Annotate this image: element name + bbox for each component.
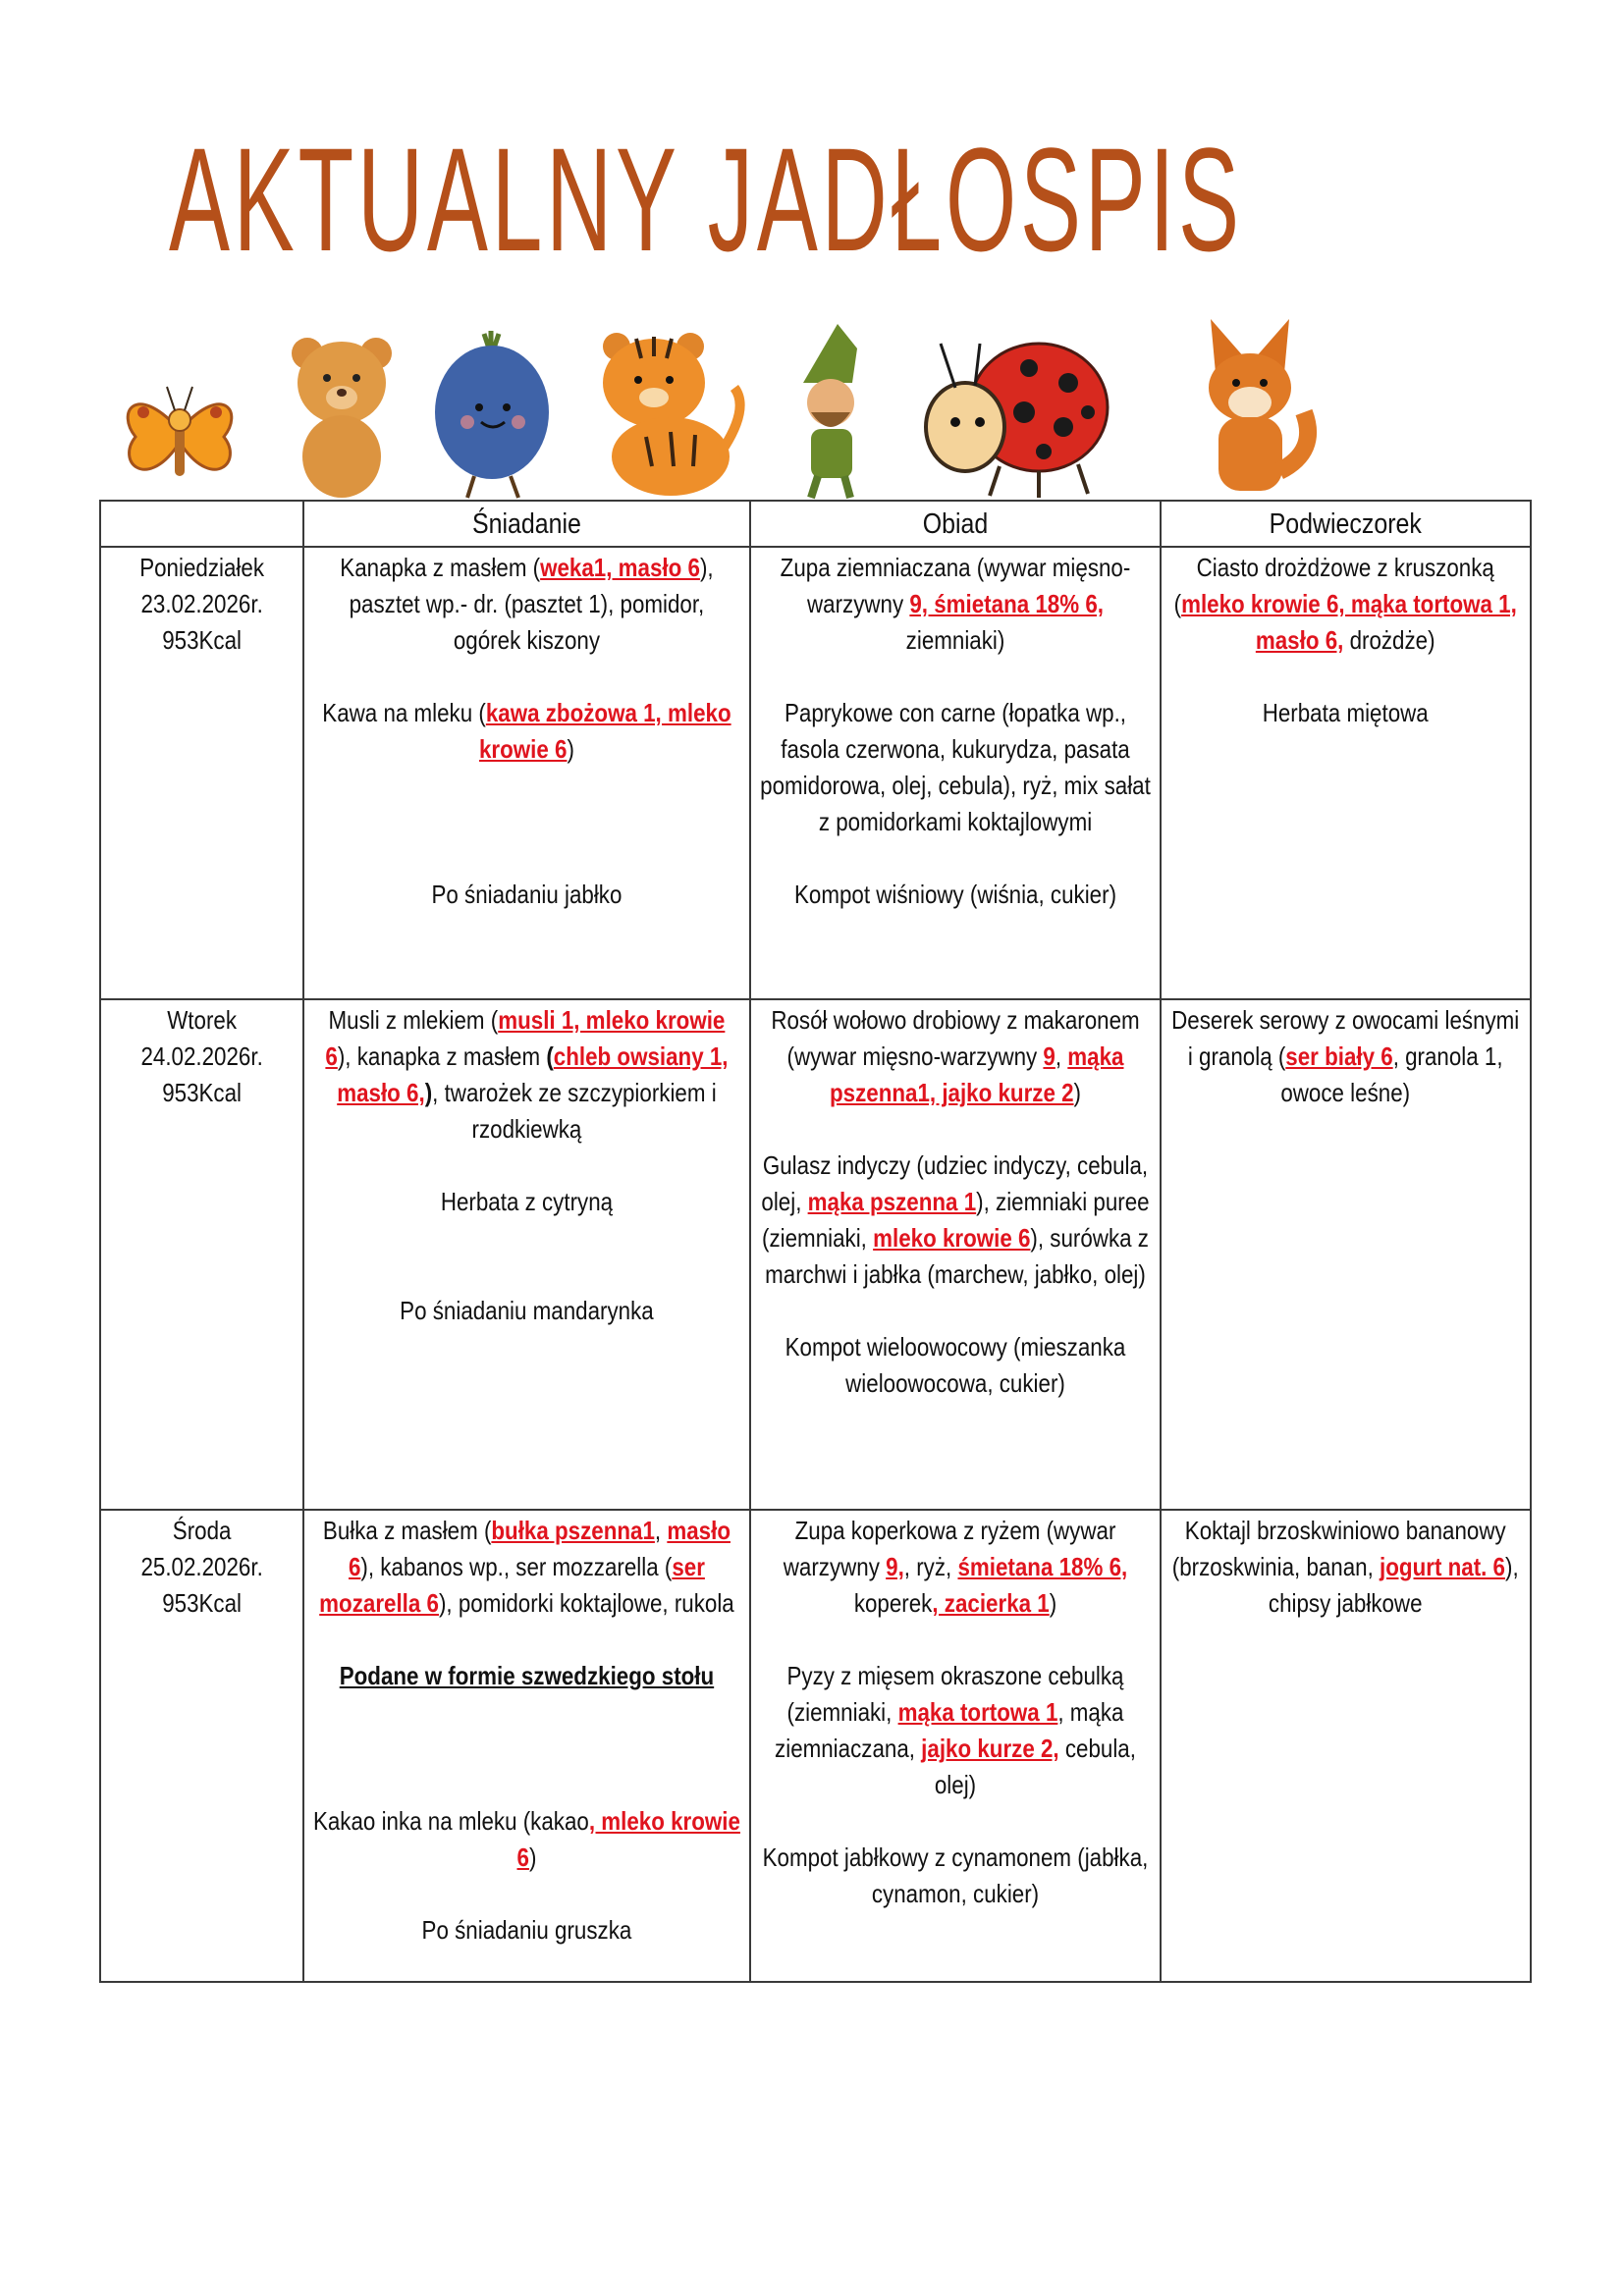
lunch-drink: Kompot jabłkowy z cynamonem (jabłka, cynamon, cukier) (762, 1842, 1149, 1908)
day-name: Wtorek (167, 1005, 237, 1035)
teddy-bear-icon (278, 324, 406, 501)
allergen: , mleko krowie 6 (516, 1806, 740, 1872)
allergen: jajko kurze 2, (921, 1734, 1059, 1763)
lunch-main: Paprykowe con carne (łopatka wp., fasola czerwona, kukurydza, pasata pomidorowa, olej, cebula), ryż, mix sałat z pomidorkami koktajlowymi (760, 698, 1151, 836)
breakfast-drink: Herbata z cytryną (440, 1187, 614, 1216)
breakfast-fruit: Po śniadaniu mandarynka (400, 1296, 654, 1325)
fox-icon (1191, 314, 1319, 501)
day-cell (100, 999, 303, 1510)
day-date: 24.02.2026r. (140, 1041, 263, 1071)
allergen: mąka pszenna 1 (807, 1187, 977, 1216)
lunch-main: Pyzy z mięsem okraszone cebulką (ziemniaki, mąka tortowa 1, mąka ziemniaczana, jajko kurze 2, cebula, olej) (775, 1661, 1136, 1799)
breakfast-fruit: Po śniadaniu gruszka (421, 1915, 632, 1945)
tiger-icon (587, 319, 754, 501)
allergen: , zacierka 1 (932, 1588, 1050, 1618)
table-header-row (100, 501, 1531, 547)
day-date: 25.02.2026r. (140, 1552, 263, 1581)
day-kcal: 953Kcal (162, 1588, 242, 1618)
lunch-cell (750, 547, 1161, 999)
lunch-main: Gulasz indyczy (udziec indyczy, cebula, olej, mąka pszenna 1), ziemniaki puree (ziemniaki, mleko krowie 6), surówka z marchwi i jabłka (marchew, jabłko, olej) (761, 1150, 1150, 1289)
snack-main: Ciasto drożdżowe z kruszonką (mleko krowie 6, mąka tortowa 1, masło 6, drożdże) (1173, 553, 1518, 655)
table-row (100, 547, 1531, 999)
allergen: mąka pszenna1, jajko kurze 2 (829, 1041, 1124, 1107)
header-breakfast: Śniadanie (303, 501, 750, 547)
snack-main: Koktajl brzoskwiniowo bananowy (brzoskwinia, banan, jogurt nat. 6), chipsy jabłkowe (1172, 1516, 1519, 1618)
allergen: weka1, masło 6 (540, 553, 700, 582)
allergen: musli 1, mleko krowie 6 (325, 1005, 726, 1071)
allergen: bułka pszenna1 (491, 1516, 655, 1545)
allergen: masło 6 (349, 1516, 731, 1581)
allergen: 9 (1043, 1041, 1056, 1071)
breakfast-main: Kanapka z masłem (weka1, masło 6), pasztet wp.- dr. (pasztet 1), pomidor, ogórek kiszony (340, 553, 714, 655)
allergen: mąka tortowa 1 (897, 1697, 1058, 1727)
snack-drink: Herbata miętowa (1262, 698, 1430, 727)
day-date: 23.02.2026r. (140, 589, 263, 618)
lunch-soup: Zupa koperkowa z ryżem (wywar warzywny 9,, ryż, śmietana 18% 6, koperek, zacierka 1) (783, 1516, 1128, 1618)
allergen: ser biały 6 (1285, 1041, 1393, 1071)
breakfast-drink: Kawa na mleku (kawa zbożowa 1, mleko krowie 6) (322, 698, 731, 764)
page-title: AKTUALNY JADŁOSPIS (169, 117, 1243, 282)
allergen: mleko krowie 6, mąka tortowa 1, masło 6, (1181, 589, 1518, 655)
breakfast-fruit: Po śniadaniu jabłko (431, 880, 623, 909)
ladybug-icon (911, 329, 1117, 501)
breakfast-cell (303, 1510, 750, 1982)
breakfast-main: Musli z mlekiem (musli 1, mleko krowie 6), kanapka z masłem (chleb owsiany 1, masło 6,), twarożek ze szczypiorkiem i rzodkiewką (325, 1005, 729, 1144)
gnome-icon (774, 319, 882, 501)
buffet-note: Podane w formie szwedzkiego stołu (339, 1661, 715, 1690)
allergen: ser mozarella 6 (319, 1552, 705, 1618)
lunch-drink: Kompot wiśniowy (wiśnia, cukier) (793, 880, 1117, 909)
header-lunch: Obiad (750, 501, 1161, 547)
breakfast-cell (303, 999, 750, 1510)
lunch-cell (750, 999, 1161, 1510)
day-cell (100, 1510, 303, 1982)
day-kcal: 953Kcal (162, 1078, 242, 1107)
breakfast-cell (303, 547, 750, 999)
header-snack: Podwieczorek (1161, 501, 1531, 547)
allergen: kawa zbożowa 1, mleko krowie 6 (479, 698, 731, 764)
allergen: 9, śmietana 18% 6, (909, 589, 1104, 618)
day-name: Poniedziałek (139, 553, 264, 582)
allergen: mleko krowie 6 (873, 1223, 1031, 1253)
breakfast-main: Bułka z masłem (bułka pszenna1, masło 6), kabanos wp., ser mozzarella (ser mozarella 6), pomidorki koktajlowe, rukola (319, 1516, 734, 1618)
allergen: jogurt nat. 6 (1380, 1552, 1506, 1581)
blueberry-icon (420, 329, 568, 501)
snack-cell (1161, 547, 1531, 999)
snack-main: Deserek serowy z owocami leśnymi i granolą (ser biały 6, granola 1, owoce leśne) (1171, 1005, 1520, 1107)
table-row (100, 1510, 1531, 1982)
breakfast-drink: Kakao inka na mleku (kakao, mleko krowie 6) (313, 1806, 740, 1872)
mascot-illustrations (106, 304, 1382, 501)
allergen: śmietana 18% 6, (957, 1552, 1128, 1581)
lunch-soup: Zupa ziemniaczana (wywar mięsno-warzywny 9, śmietana 18% 6, ziemniaki) (780, 553, 1131, 655)
allergen: chleb owsiany 1, masło 6, (337, 1041, 729, 1107)
lunch-cell (750, 1510, 1161, 1982)
lunch-drink: Kompot wieloowocowy (mieszanka wieloowocowa, cukier) (785, 1332, 1126, 1398)
allergen: 9, (886, 1552, 904, 1581)
table-row (100, 999, 1531, 1510)
day-cell (100, 547, 303, 999)
menu-table (99, 500, 1532, 1983)
snack-cell (1161, 999, 1531, 1510)
day-name: Środa (172, 1516, 232, 1545)
snack-cell (1161, 1510, 1531, 1982)
lunch-soup: Rosół wołowo drobiowy z makaronem (wywar mięsno-warzywny 9, mąka pszenna1, jajko kurze 2) (771, 1005, 1140, 1107)
day-kcal: 953Kcal (162, 625, 242, 655)
butterfly-icon (116, 373, 244, 501)
header-empty (100, 501, 303, 547)
